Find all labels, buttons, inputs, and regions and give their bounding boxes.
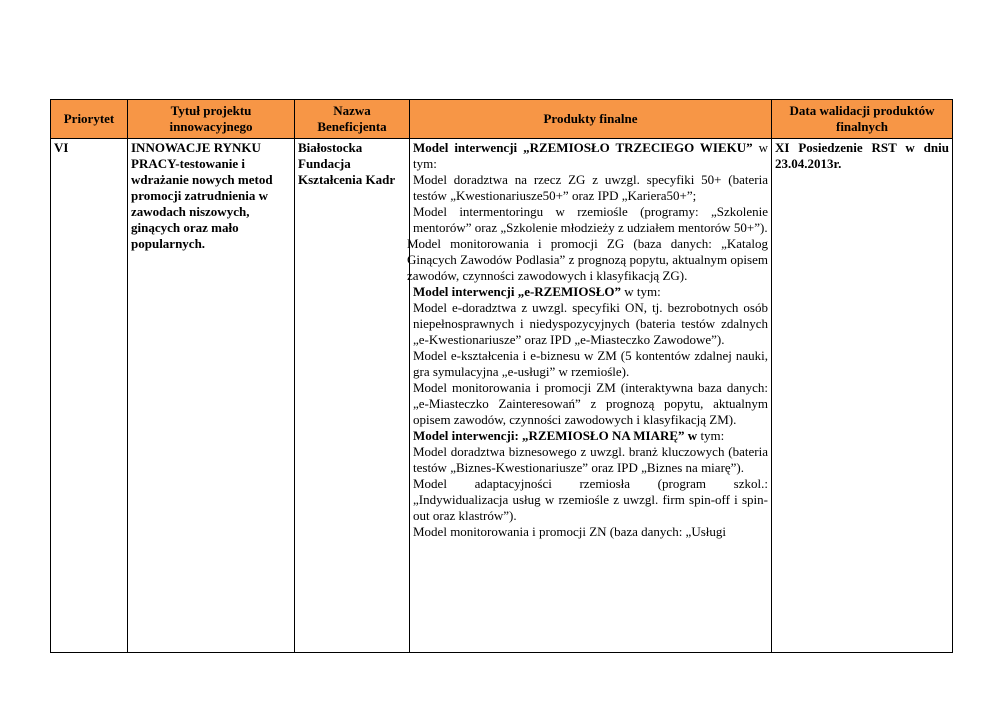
table-row xyxy=(51,139,953,653)
header-final-products: Produkty finalne xyxy=(410,100,772,139)
product-paragraph xyxy=(413,476,768,524)
product-heading: Model interwencji „e-RZEMIOSŁO” xyxy=(413,284,621,299)
cell-project-title: INNOWACJE RYNKU PRACY-testowanie i wdrażanie nowych metod promocji zatrudnienia w zawodach niszowych, ginących oraz mało popularnych. xyxy=(128,139,295,653)
product-text: w tym: xyxy=(413,140,768,171)
cell-validation-date: XI Posiedzenie RST w dniu 23.04.2013r. xyxy=(772,139,953,653)
header-validation-date: Data walidacji produktów finalnych xyxy=(772,100,953,139)
product-text: Model monitorowania i promocji ZG (baza danych: „Katalog Ginących Zawodów Podlasia” z prognozą popytu, aktualnym opisem zawodów, czynności zawodowych i klasyfikacją ZG). xyxy=(407,236,768,283)
product-text: Model monitorowania i promocji ZN (baza danych: „Usługi xyxy=(413,524,727,539)
product-text: Model e-doradztwa z uwzgl. specyfiki ON, tj. bezrobotnych osób niepełnosprawnych i niedyspozycyjnych (bateria testów zdalnych „e-Kwestionariusze” oraz IPD „e-Miasteczko Zawodowe”). xyxy=(413,300,768,347)
product-text: Model doradztwa na rzecz ZG z uwzgl. specyfiki 50+ (bateria testów „Kwestionariusze50+” oraz IPD „Kariera50+”; xyxy=(413,172,768,203)
product-heading: Model interwencji: „RZEMIOSŁO NA MIARĘ” w xyxy=(413,428,698,443)
products-table xyxy=(50,99,953,653)
header-project-title: Tytuł projektu innowacyjnego xyxy=(128,100,295,139)
product-paragraph xyxy=(413,524,768,540)
product-text: Model intermentoringu w rzemiośle (programy: „Szkolenie mentorów” oraz „Szkolenie młodzieży z udziałem mentorów 50+”). xyxy=(413,204,768,235)
product-paragraph xyxy=(413,140,768,172)
product-text: tym: xyxy=(697,428,725,443)
product-heading: Model interwencji „RZEMIOSŁO TRZECIEGO WIEKU” xyxy=(413,140,753,155)
cell-beneficiary: Białostocka Fundacja Kształcenia Kadr xyxy=(295,139,410,653)
product-paragraph xyxy=(407,236,768,284)
product-paragraph xyxy=(413,348,768,380)
product-paragraph xyxy=(413,172,768,204)
product-paragraph xyxy=(413,300,768,348)
header-beneficiary: Nazwa Beneficjenta xyxy=(295,100,410,139)
product-text: w tym: xyxy=(620,284,661,299)
product-paragraph xyxy=(413,284,768,300)
product-text: Model monitorowania i promocji ZM (interaktywna baza danych: „e-Miasteczko Zainteresowań” z prognozą popytu, aktualnym opisem zawodów, czynności zawodowych i klasyfikacją ZM). xyxy=(413,380,768,427)
product-paragraph xyxy=(413,444,768,476)
product-text: Model adaptacyjności rzemiosła (program szkol.: „Indywidualizacja usług w rzemiośle z uwzgl. firm spin-off i spin-out oraz klastrów”). xyxy=(413,476,768,523)
product-text: Model e-kształcenia i e-biznesu w ZM (5 kontentów zdalnej nauki, gra symulacyjna „e-usługi” w rzemiośle). xyxy=(413,348,768,379)
header-priority: Priorytet xyxy=(51,100,128,139)
product-paragraph xyxy=(413,428,768,444)
cell-priority: VI xyxy=(51,139,128,653)
product-paragraph xyxy=(413,204,768,236)
table-header-row xyxy=(51,100,953,139)
product-paragraph xyxy=(413,380,768,428)
cell-final-products xyxy=(407,139,772,653)
product-text: Model doradztwa biznesowego z uwzgl. branż kluczowych (bateria testów „Biznes-Kwestionariusze” oraz IPD „Biznes na miarę”). xyxy=(413,444,768,475)
